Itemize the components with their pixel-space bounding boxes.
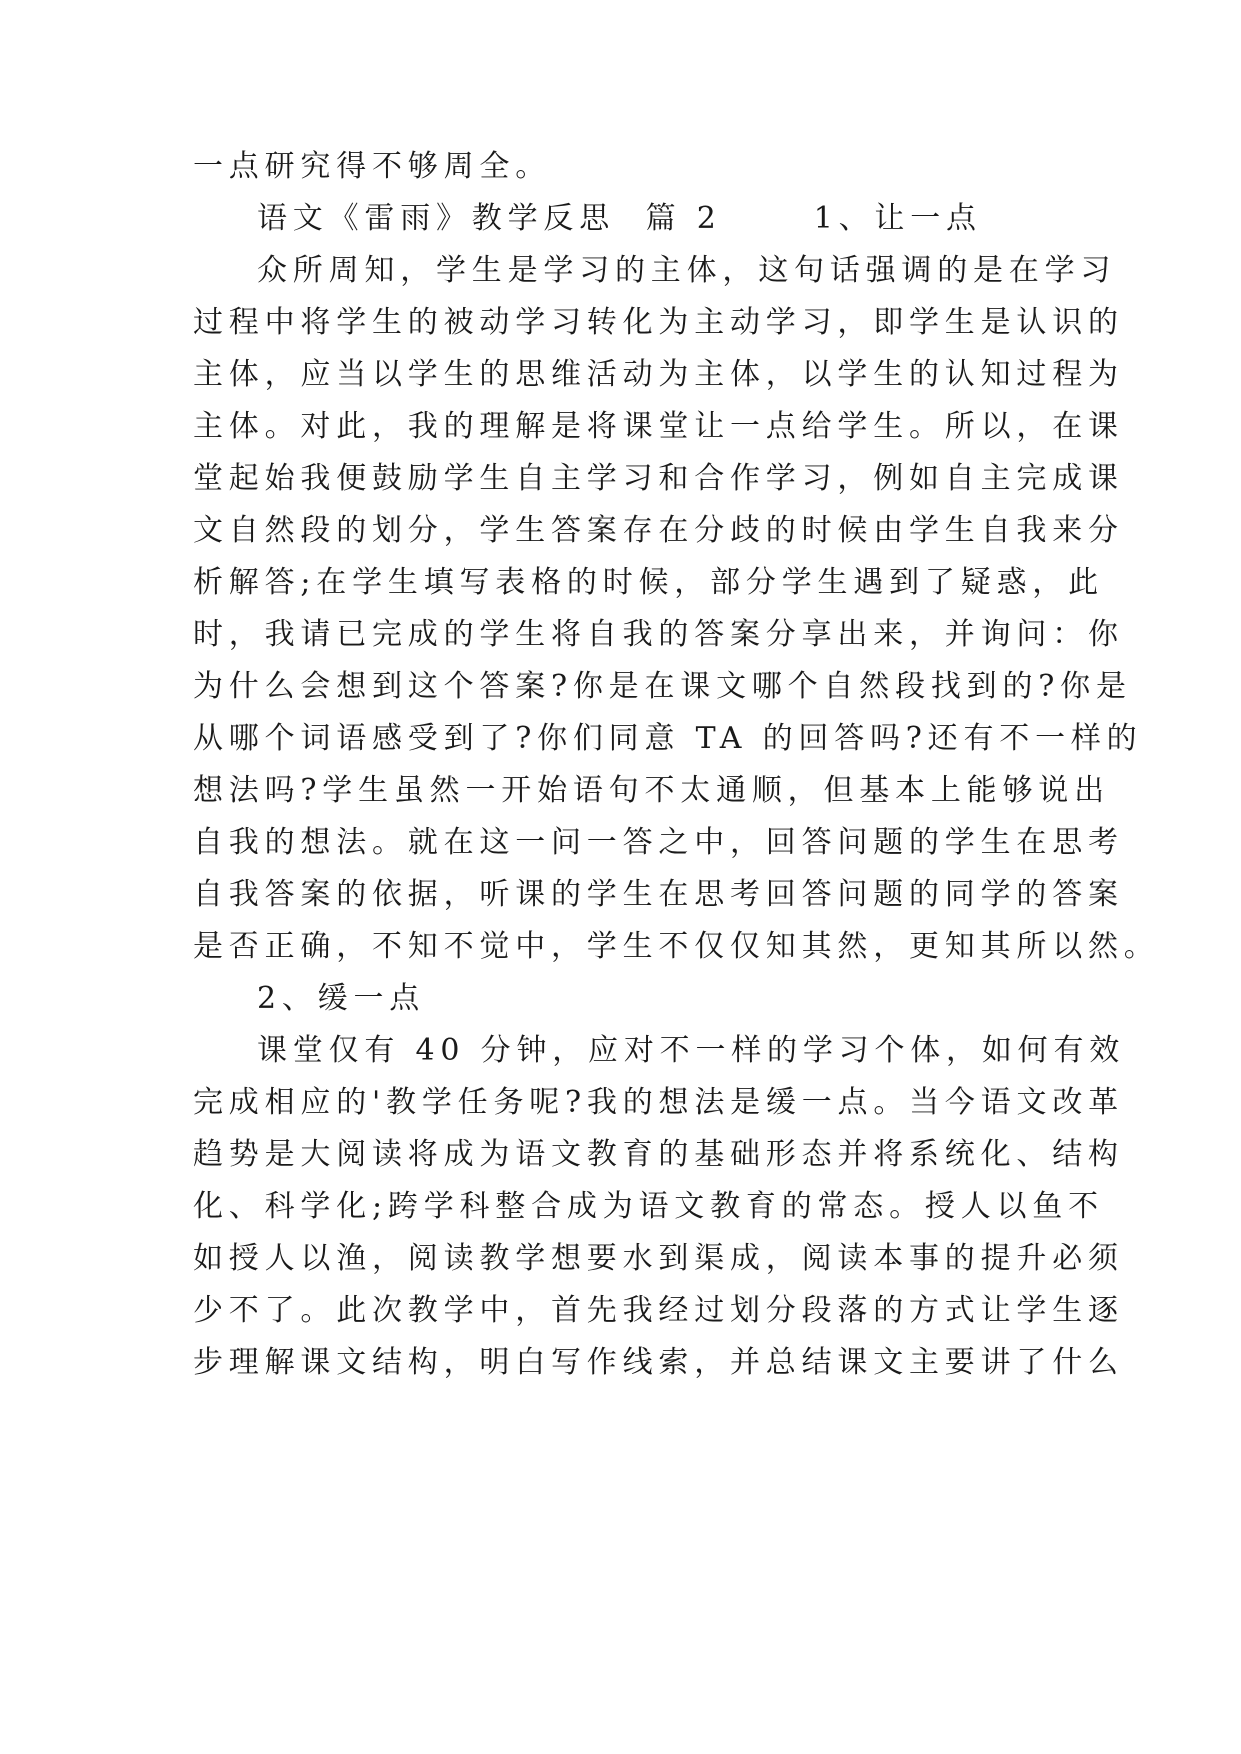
paragraph-line: 主体，应当以学生的思维活动为主体，以学生的认知过程为 xyxy=(193,357,1124,392)
paragraph-line: 时，我请已完成的学生将自我的答案分享出来，并询问：你 xyxy=(193,617,1124,652)
paragraph-line: 是否正确，不知不觉中，学生不仅仅知其然，更知其所以然。 xyxy=(193,929,1160,964)
paragraph-line: 主体。对此，我的理解是将课堂让一点给学生。所以，在课 xyxy=(193,409,1124,444)
paragraph-line: 少不了。此次教学中，首先我经过划分段落的方式让学生逐 xyxy=(193,1293,1124,1328)
section-heading: 语文《雷雨》教学反思 篇 2 1、让一点 xyxy=(257,201,982,236)
paragraph-line: 化、科学化;跨学科整合成为语文教育的常态。授人以鱼不 xyxy=(193,1189,1104,1224)
paragraph-line: 析解答;在学生填写表格的时候，部分学生遇到了疑惑，此 xyxy=(193,565,1104,600)
paragraph-line: 想法吗?学生虽然一开始语句不太通顺，但基本上能够说出 xyxy=(193,773,1110,808)
subsection-heading: 2、缓一点 xyxy=(257,981,426,1016)
paragraph-line: 完成相应的'教学任务呢?我的想法是缓一点。当今语文改革 xyxy=(193,1085,1124,1120)
paragraph-line: 课堂仅有 40 分钟，应对不一样的学习个体，如何有效 xyxy=(257,1033,1126,1068)
text-line-1: 一点研究得不够周全。 xyxy=(193,149,551,184)
paragraph-line: 如授人以渔，阅读教学想要水到渠成，阅读本事的提升必须 xyxy=(193,1241,1124,1276)
paragraph-line: 众所周知，学生是学习的主体，这句话强调的是在学习 xyxy=(257,253,1117,288)
paragraph-line: 从哪个词语感受到了?你们同意 TA 的回答吗?还有不一样的 xyxy=(193,721,1143,756)
paragraph-line: 为什么会想到这个答案?你是在课文哪个自然段找到的?你是 xyxy=(193,669,1132,704)
paragraph-line: 过程中将学生的被动学习转化为主动学习，即学生是认识的 xyxy=(193,305,1124,340)
paragraph-line: 自我的想法。就在这一问一答之中，回答问题的学生在思考 xyxy=(193,825,1124,860)
paragraph-line: 自我答案的依据，听课的学生在思考回答问题的同学的答案 xyxy=(193,877,1124,912)
paragraph-line: 文自然段的划分，学生答案存在分歧的时候由学生自我来分 xyxy=(193,513,1124,548)
paragraph-line: 趋势是大阅读将成为语文教育的基础形态并将系统化、结构 xyxy=(193,1137,1124,1172)
paragraph-line: 堂起始我便鼓励学生自主学习和合作学习，例如自主完成课 xyxy=(193,461,1124,496)
paragraph-line: 步理解课文结构，明白写作线索，并总结课文主要讲了什么 xyxy=(193,1345,1124,1380)
